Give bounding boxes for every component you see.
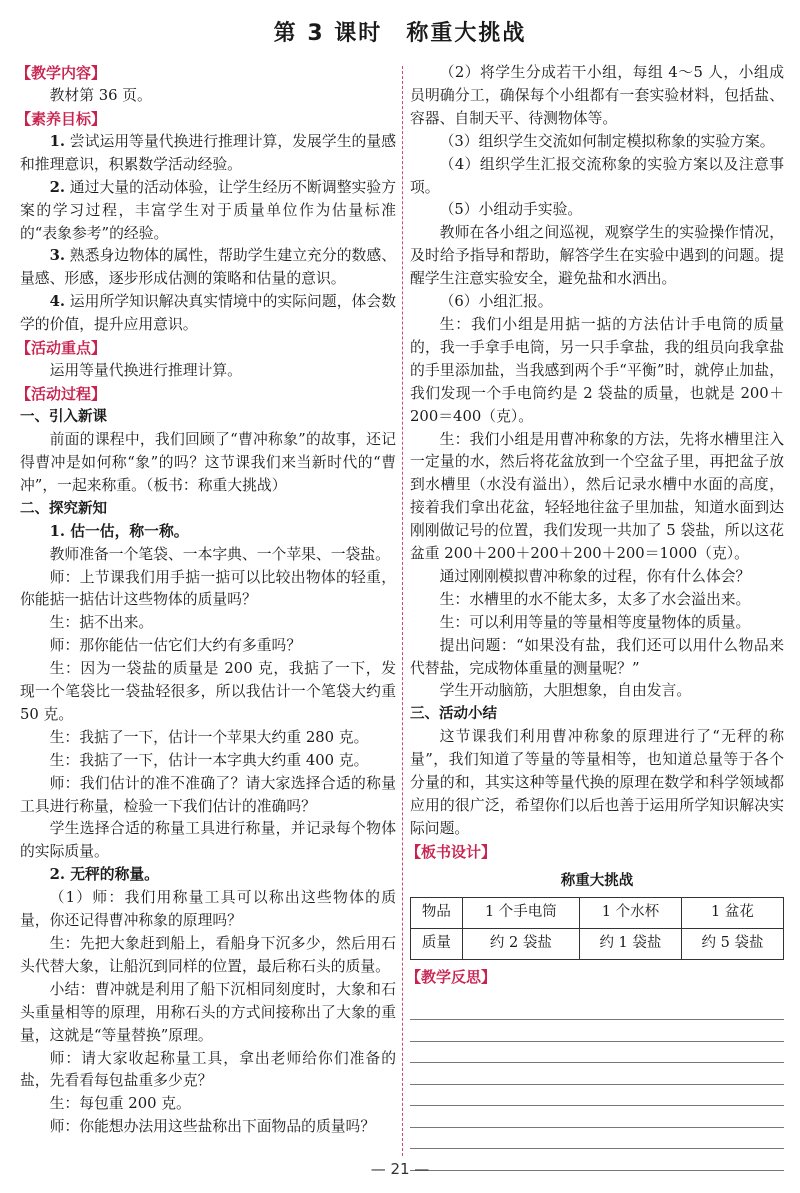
goal-item: 3. 熟悉身边物体的属性，帮助学生建立充分的数感、量感、形感，逐步形成估测的策略和估量的意识。 xyxy=(20,247,396,288)
paragraph: 前面的课程中，我们回顾了“曹冲称象”的故事，还记得曹冲是如何称“象”的吗？这节课我们来当新时代的“曹冲”，一起来称重。（板书：称重大挑战） xyxy=(20,430,396,494)
paragraph: 生：我掂了一下，估计一本字典大约重 400 克。 xyxy=(49,751,369,769)
table-cell: 约 1 袋盐 xyxy=(579,928,681,959)
writing-line xyxy=(410,1106,784,1128)
paragraph: 通过刚刚模拟曹冲称象的过程，你有什么体会？ xyxy=(439,567,751,585)
paragraph: 学生开动脑筋，大胆想象，自由发言。 xyxy=(439,682,692,700)
subheading-estimate: 1. 估一估，称一称。 xyxy=(49,522,189,540)
paragraph: 提出问题：“如果没有盐，我们还可以用什么物品来代替盐，完成物体重量的测量呢？” xyxy=(410,636,784,677)
section-explore-heading: 二、探究新知 xyxy=(20,500,107,517)
goal-item: 2. 通过大量的活动体验，让学生经历不断调整实验方案的学习过程，丰富学生对于质量单位作为估量标准的“表象参考”的经验。 xyxy=(20,178,396,242)
table-cell: 质量 xyxy=(411,928,463,959)
section-intro-heading: 一、引入新课 xyxy=(20,408,107,425)
paragraph: 生：我们小组是用曹冲称象的方法，先将水槽里注入一定量的水，然后将花盆放到一个空盆子里，再把盆子放到水槽里（水没有溢出），然后记录水槽中水面的高度，接着我们拿出花盆，轻轻地往盆子里加盐，知道水面到达刚刚做记号的位置，我们发现一共加了 5 袋盐，所以这花盆重 200＋200＋200＋200＋200＝1000（克）。 xyxy=(410,430,784,563)
paragraph: 这节课我们利用曹冲称象的原理进行了“无秤的称量”，我们知道了等量的等量相等，也知道总量等于各个分量的和，其实这种等量代换的原理在数学和科学领域都应用的很广泛，希望你们以后也善于运用所学知识解决实际问题。 xyxy=(410,728,784,837)
paragraph: （4）组织学生汇报交流称象的实验方案以及注意事项。 xyxy=(410,155,784,196)
paragraph: （1）师：我们用称量工具可以称出这些物体的质量，你还记得曹冲称象的原理吗？ xyxy=(20,889,396,930)
table-cell: 1 个水杯 xyxy=(579,897,681,928)
section-summary-heading: 三、活动小结 xyxy=(410,706,497,723)
paragraph: 师：上节课我们用手掂一掂可以比较出物体的轻重，你能掂一掂估计这些物体的质量吗？ xyxy=(20,568,396,609)
paragraph: 学生选择合适的称量工具进行称量，并记录每个物体的实际质量。 xyxy=(20,820,396,861)
paragraph: （3）组织学生交流如何制定模拟称象的实验方案。 xyxy=(439,132,775,150)
table-cell: 1 个手电筒 xyxy=(462,897,579,928)
heading-teaching-content: 【教学内容】 xyxy=(16,64,107,82)
writing-line xyxy=(410,1128,784,1150)
paragraph: 师：你能想办法用这些盐称出下面物品的质量吗？ xyxy=(49,1118,376,1136)
lesson-number: 第 3 课时 xyxy=(273,21,383,46)
goal-item: 4. 运用所学知识解决真实情境中的实际问题，体会数学的价值，提升应用意识。 xyxy=(20,293,396,334)
paragraph: （6）小组汇报。 xyxy=(439,293,553,311)
reflection-lines xyxy=(410,999,784,1171)
paragraph: （5）小组动手实验。 xyxy=(439,201,583,219)
teaching-content-text: 教材第 36 页。 xyxy=(49,87,152,104)
heading-key-point: 【活动重点】 xyxy=(16,339,107,358)
paragraph: 生：我们小组是用掂一掂的方法估计手电筒的质量的，我一手拿手电筒，另一只手拿盐，我的组员向我拿盐的手里添加盐，当我感到两个手“平衡”时，就停止加盐，我们发现一个手电筒约是 2 袋盐的质量，也就是 200＋200＝400（克）。 xyxy=(410,315,784,425)
heading-process: 【活动过程】 xyxy=(16,384,107,403)
paragraph: 生：我掂了一下，估计一个苹果大约重 280 克。 xyxy=(49,728,369,746)
paragraph: 师：我们估计的准不准确了？请大家选择合适的称量工具进行称量，检验一下我们估计的准确吗？ xyxy=(20,774,396,815)
table-row xyxy=(411,928,784,959)
paragraph: 生：掂不出来。 xyxy=(49,614,154,632)
heading-goals: 【素养目标】 xyxy=(16,109,107,128)
table-cell: 1 盆花 xyxy=(681,897,783,928)
paragraph: 小结：曹冲就是利用了船下沉相同刻度时，大象和石头重量相等的原理，用称石头的方式间接称出了大象的重量，这就是“等量替换”原理。 xyxy=(20,980,396,1044)
paragraph: 生：水槽里的水不能太多，太多了水会溢出来。 xyxy=(439,590,751,608)
table-cell: 约 2 袋盐 xyxy=(462,928,579,959)
writing-line xyxy=(410,1085,784,1107)
subheading-no-scale: 2. 无秤的称量。 xyxy=(49,866,159,884)
paragraph: 师：那你能估一估它们大约有多重吗？ xyxy=(49,637,302,655)
paragraph: 教师准备一个笔袋、一本字典、一个苹果、一袋盐。 xyxy=(49,545,390,563)
heading-reflection: 【教学反思】 xyxy=(406,967,497,986)
left-column xyxy=(16,62,396,1139)
board-title: 称重大挑战 xyxy=(560,872,634,889)
writing-line xyxy=(410,1020,784,1042)
paragraph: 生：每包重 200 克。 xyxy=(49,1095,191,1113)
paragraph: 教师在各小组之间巡视，观察学生的实验操作情况，及时给予指导和帮助，解答学生在实验中遇到的问题。提醒学生注意实验安全，避免盐和水洒出。 xyxy=(410,224,784,288)
writing-line xyxy=(410,1063,784,1085)
writing-line xyxy=(410,1042,784,1064)
table-cell: 约 5 袋盐 xyxy=(681,928,783,959)
table-row xyxy=(411,897,784,928)
lesson-topic: 称重大挑战 xyxy=(406,21,527,46)
key-point-text: 运用等量代换进行推理计算。 xyxy=(49,362,242,380)
paragraph: 生：先把大象赶到船上，看船身下沉多少，然后用石头代替大象，让船沉到同样的位置，最后称石头的质量。 xyxy=(20,935,396,975)
board-table xyxy=(410,897,784,960)
heading-board-design: 【板书设计】 xyxy=(406,842,497,861)
page-number: — 21 — xyxy=(370,1160,430,1178)
paragraph: 生：因为一袋盐的质量是 200 克，我掂了一下，发现一个笔袋比一袋盐轻很多，所以我估计一个笔袋大约重 50 克。 xyxy=(20,660,396,723)
paragraph: 生：可以利用等量的等量相等度量物体的质量。 xyxy=(439,613,751,631)
goal-item: 1. 尝试运用等量代换进行推理计算，发展学生的量感和推理意识，积累数学活动经验。 xyxy=(20,132,396,173)
paragraph: （2）将学生分成若干小组，每组 4～5 人，小组成员明确分工，确保每个小组都有一套实验材料，包括盐、容器、自制天平、待测物体等。 xyxy=(410,64,784,127)
page-title xyxy=(0,16,800,47)
right-column xyxy=(406,62,784,1171)
table-cell: 物品 xyxy=(411,897,463,928)
column-divider xyxy=(402,66,403,1156)
writing-line xyxy=(410,999,784,1021)
paragraph: 师：请大家收起称量工具，拿出老师给你们准备的盐，先看看每包盐重多少克？ xyxy=(20,1049,396,1090)
